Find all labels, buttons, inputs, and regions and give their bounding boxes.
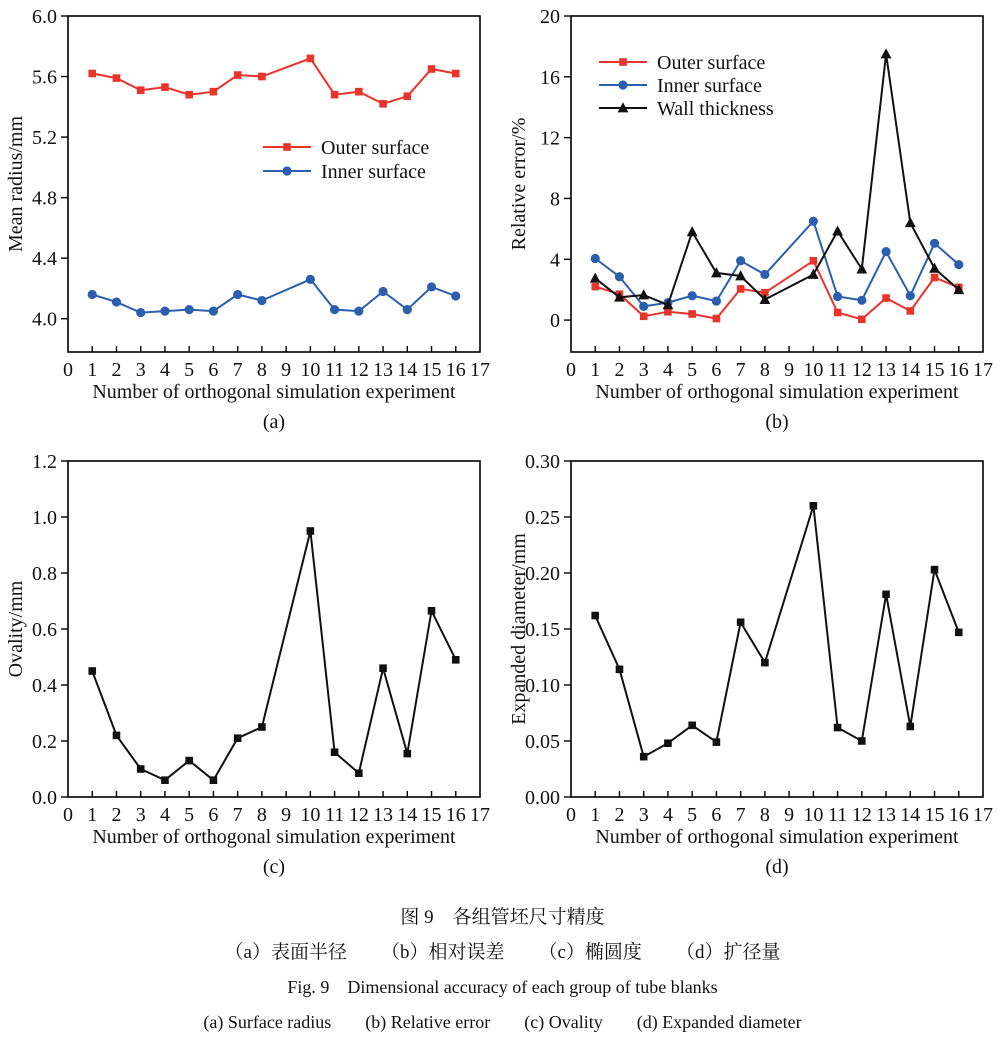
marker-square (210, 88, 218, 96)
marker-circle (591, 254, 600, 263)
x-tick-label: 4 (159, 359, 170, 381)
x-tick-label: 13 (373, 804, 394, 826)
marker-square (258, 73, 266, 81)
x-tick-label: 8 (759, 359, 770, 381)
y-tick-label: 4.0 (32, 308, 57, 331)
x-tick-label: 14 (397, 804, 418, 826)
subplot-label: (c) (262, 856, 286, 878)
x-tick-label: 13 (876, 804, 897, 826)
figure-caption (0, 900, 1005, 1040)
x-tick-label: 5 (687, 359, 698, 381)
legend-label: Outer surface (321, 137, 430, 159)
x-tick-label: 4 (159, 804, 170, 826)
marker-circle (233, 290, 242, 299)
marker-square (137, 86, 145, 94)
y-tick-label: 0.0 (32, 787, 57, 809)
marker-circle (615, 272, 624, 281)
marker-square (283, 143, 291, 151)
series-expanded-diameter (591, 502, 962, 760)
marker-square (713, 315, 721, 323)
marker-square (906, 723, 914, 731)
marker-circle (185, 305, 194, 314)
y-tick-label: 0.15 (525, 619, 560, 641)
series-wall-thickness (590, 48, 964, 309)
marker-square (834, 309, 842, 317)
marker-square (379, 100, 387, 108)
marker-circle (136, 308, 145, 317)
legend (599, 52, 774, 120)
x-tick-label: 15 (421, 804, 442, 826)
x-tick-label: 17 (973, 359, 993, 381)
marker-circle (881, 247, 890, 256)
marker-square (234, 71, 242, 79)
series-line (595, 506, 959, 757)
marker-square (931, 566, 939, 574)
marker-square (619, 58, 627, 66)
marker-square (88, 667, 96, 675)
marker-square (664, 739, 672, 747)
x-tick-label: 16 (948, 804, 969, 826)
y-tick-label: 8 (550, 188, 560, 211)
x-tick-label: 3 (638, 359, 649, 381)
y-tick-label: 12 (540, 127, 560, 150)
subplot-label: (d) (765, 856, 789, 878)
chart-b-relative-error (503, 0, 1005, 442)
marker-circle (639, 302, 648, 311)
x-tick-label: 10 (803, 359, 824, 381)
x-tick-label: 5 (687, 804, 698, 826)
x-tick-label: 17 (973, 804, 993, 826)
plot-frame (68, 16, 480, 352)
legend-item-outer-surface (599, 52, 765, 74)
x-tick-label: 3 (135, 359, 146, 381)
series-line (595, 54, 959, 305)
legend-label: Wall thickness (657, 98, 774, 120)
x-tick-label: 10 (300, 804, 321, 826)
marker-circle (88, 290, 97, 299)
marker-triangle (832, 225, 843, 235)
marker-circle (209, 307, 218, 316)
marker-square (858, 316, 866, 324)
marker-square (640, 753, 648, 761)
marker-circle (330, 305, 339, 314)
marker-square (355, 769, 363, 777)
x-tick-label: 11 (324, 359, 345, 381)
caption-zh-item-c: （c）椭圆度 (538, 942, 642, 963)
caption-zh-item-b: （b）相对误差 (380, 942, 505, 963)
x-tick-label: 12 (348, 804, 369, 826)
x-tick-label: 0 (566, 359, 576, 381)
marker-triangle (905, 217, 916, 227)
caption-zh-subitems (0, 935, 1005, 970)
series-ovality (88, 527, 459, 784)
marker-square (113, 732, 121, 740)
series-line (92, 58, 456, 103)
x-tick-label: 6 (711, 359, 722, 381)
marker-circle (857, 296, 866, 305)
marker-triangle (929, 263, 940, 273)
x-tick-label: 8 (759, 804, 770, 826)
y-axis (32, 6, 68, 331)
marker-square (428, 607, 436, 615)
marker-square (616, 666, 624, 674)
marker-circle (833, 292, 842, 301)
marker-circle (354, 307, 363, 316)
x-tick-label: 14 (900, 359, 921, 381)
marker-square (591, 283, 599, 291)
marker-square (88, 70, 96, 78)
x-tick-label: 10 (300, 359, 321, 381)
caption-en-item-b: (b) Relative error (365, 1012, 491, 1032)
marker-triangle (590, 272, 601, 282)
x-tick-label: 3 (638, 804, 649, 826)
x-tick-label: 10 (803, 804, 824, 826)
marker-triangle (711, 267, 722, 277)
y-tick-label: 0.30 (525, 451, 560, 473)
x-tick-label: 12 (851, 804, 872, 826)
x-tick-label: 17 (470, 359, 490, 381)
y-tick-label: 1.2 (32, 451, 57, 473)
marker-square (403, 92, 411, 100)
x-tick-label: 16 (445, 804, 466, 826)
marker-circle (427, 282, 436, 291)
marker-square (882, 590, 890, 598)
marker-square (591, 612, 599, 620)
marker-circle (712, 296, 721, 305)
x-tick-label: 7 (735, 804, 746, 826)
y-tick-label: 6.0 (32, 6, 57, 28)
y-tick-label: 5.2 (32, 127, 57, 150)
x-tick-label: 2 (111, 359, 122, 381)
marker-square (331, 91, 339, 99)
y-axis-label: Expanded diameter/mm (508, 533, 530, 725)
x-tick-label: 11 (324, 804, 345, 826)
marker-square (688, 722, 696, 730)
caption-en-subitems (0, 1005, 1005, 1040)
marker-triangle (881, 48, 892, 58)
marker-circle (760, 270, 769, 279)
y-tick-label: 0.20 (525, 563, 560, 585)
caption-zh-title: 图 9 各组管坯尺寸精度 (400, 907, 605, 928)
x-tick-label: 1 (590, 804, 601, 826)
series-line (595, 261, 959, 320)
x-tick-label: 0 (566, 804, 576, 826)
y-tick-label: 0.05 (525, 731, 560, 753)
caption-zh-item-a: （a）表面半径 (224, 942, 347, 963)
marker-square (834, 724, 842, 732)
y-tick-label: 0 (550, 310, 560, 333)
x-axis-label: Number of orthogonal simulation experiment (595, 381, 959, 403)
y-tick-label: 5.6 (32, 66, 57, 89)
x-tick-label: 2 (614, 804, 625, 826)
x-tick-label: 15 (924, 359, 945, 381)
x-tick-label: 8 (256, 359, 267, 381)
marker-circle (809, 217, 818, 226)
marker-square (428, 65, 436, 73)
y-axis (32, 451, 68, 809)
marker-circle (930, 239, 939, 248)
marker-square (452, 656, 460, 664)
marker-square (331, 748, 339, 756)
marker-square (688, 310, 696, 318)
marker-square (210, 776, 218, 784)
marker-square (810, 502, 818, 510)
marker-circle (306, 275, 315, 284)
x-tick-label: 14 (900, 804, 921, 826)
plot-frame (571, 461, 983, 797)
y-tick-label: 4 (550, 249, 560, 272)
x-tick-label: 9 (281, 359, 292, 381)
x-tick-label: 1 (87, 359, 98, 381)
marker-square (137, 765, 145, 773)
marker-square (737, 618, 745, 626)
series-inner-surface (88, 275, 461, 317)
x-tick-label: 11 (827, 359, 848, 381)
legend (263, 137, 429, 183)
caption-en-item-d: (d) Expanded diameter (636, 1012, 802, 1032)
chart-c-ovality (0, 445, 502, 887)
x-tick-label: 15 (924, 804, 945, 826)
marker-square (307, 527, 315, 535)
x-tick-label: 16 (948, 359, 969, 381)
marker-circle (112, 297, 121, 306)
x-tick-label: 2 (614, 359, 625, 381)
x-tick-label: 9 (281, 804, 292, 826)
marker-circle (257, 296, 266, 305)
y-axis-label: Relative error/% (508, 117, 530, 251)
marker-square (234, 734, 242, 742)
marker-square (258, 723, 266, 731)
x-tick-label: 7 (735, 359, 746, 381)
marker-square (161, 776, 169, 784)
x-tick-label: 9 (784, 804, 795, 826)
y-tick-label: 1.0 (32, 507, 57, 529)
legend-label: Inner surface (321, 161, 426, 183)
marker-circle (378, 287, 387, 296)
marker-square (355, 88, 363, 96)
plot-frame (68, 461, 480, 797)
x-tick-label: 0 (63, 804, 73, 826)
x-tick-label: 13 (373, 359, 394, 381)
x-tick-label: 7 (232, 804, 243, 826)
marker-circle (618, 80, 627, 89)
x-tick-label: 0 (63, 359, 73, 381)
caption-en-item-c: (c) Ovality (524, 1012, 603, 1032)
marker-circle (403, 305, 412, 314)
series-line (92, 531, 456, 780)
marker-square (906, 307, 914, 315)
x-axis-label: Number of orthogonal simulation experiment (595, 826, 959, 848)
x-tick-label: 17 (470, 804, 490, 826)
x-tick-label: 16 (445, 359, 466, 381)
y-tick-label: 16 (540, 66, 560, 89)
y-tick-label: 0.00 (525, 787, 560, 809)
x-tick-label: 4 (662, 359, 673, 381)
legend-item-inner-surface (599, 75, 762, 97)
x-tick-label: 6 (208, 804, 219, 826)
marker-circle (906, 291, 915, 300)
x-tick-label: 13 (876, 359, 897, 381)
marker-square (185, 757, 193, 765)
x-tick-label: 12 (348, 359, 369, 381)
caption-zh-item-d: （d）扩径量 (675, 942, 781, 963)
x-tick-label: 15 (421, 359, 442, 381)
legend-label: Inner surface (657, 75, 762, 97)
y-tick-label: 4.4 (32, 248, 57, 271)
marker-square (161, 83, 169, 91)
y-axis-label: Ovality/mm (5, 580, 27, 678)
marker-circle (688, 291, 697, 300)
marker-square (452, 70, 460, 78)
x-axis-label: Number of orthogonal simulation experiment (92, 826, 456, 848)
marker-square (185, 91, 193, 99)
x-tick-label: 14 (397, 359, 418, 381)
y-tick-label: 0.4 (32, 675, 57, 697)
marker-square (737, 285, 745, 293)
x-tick-label: 7 (232, 359, 243, 381)
y-tick-label: 0.6 (32, 619, 57, 641)
x-tick-label: 6 (208, 359, 219, 381)
chart-a-mean-radius (0, 0, 502, 442)
marker-circle (451, 291, 460, 300)
x-tick-label: 4 (662, 804, 673, 826)
marker-triangle (638, 289, 649, 299)
marker-square (761, 659, 769, 667)
x-tick-label: 5 (184, 359, 195, 381)
legend-item-inner-surface (263, 161, 426, 183)
marker-square (882, 294, 890, 302)
x-tick-label: 8 (256, 804, 267, 826)
marker-circle (954, 260, 963, 269)
x-tick-label: 11 (827, 804, 848, 826)
x-tick-label: 9 (784, 359, 795, 381)
x-tick-label: 6 (711, 804, 722, 826)
x-tick-label: 12 (851, 359, 872, 381)
x-tick-label: 5 (184, 804, 195, 826)
legend-item-wall-thickness (599, 98, 774, 120)
marker-square (858, 737, 866, 745)
y-tick-label: 20 (540, 6, 560, 28)
marker-square (113, 74, 121, 82)
x-tick-label: 1 (87, 804, 98, 826)
marker-square (931, 274, 939, 282)
legend-item-outer-surface (263, 137, 429, 159)
legend-label: Outer surface (657, 52, 766, 74)
marker-square (955, 629, 963, 637)
y-axis-label: Mean radius/mm (5, 115, 27, 253)
y-tick-label: 0.25 (525, 507, 560, 529)
marker-square (640, 312, 648, 320)
x-tick-label: 3 (135, 804, 146, 826)
series-outer-surface (88, 55, 459, 108)
y-axis (525, 451, 571, 809)
subplot-label: (a) (262, 411, 286, 433)
marker-square (810, 257, 818, 265)
series-line (92, 279, 456, 312)
y-axis (540, 6, 571, 332)
y-tick-label: 0.2 (32, 731, 57, 753)
chart-d-expanded-diameter (503, 445, 1005, 887)
marker-square (307, 55, 315, 63)
marker-square (403, 750, 411, 758)
x-axis-label: Number of orthogonal simulation experiment (92, 381, 456, 403)
marker-circle (282, 166, 291, 175)
x-tick-label: 2 (111, 804, 122, 826)
marker-circle (160, 307, 169, 316)
marker-square (379, 664, 387, 672)
caption-en-title: Fig. 9 Dimensional accuracy of each group of tube blanks (287, 977, 718, 997)
marker-square (713, 738, 721, 746)
y-tick-label: 0.10 (525, 675, 560, 697)
y-tick-label: 0.8 (32, 563, 57, 585)
marker-circle (736, 256, 745, 265)
subplot-label: (b) (765, 411, 789, 433)
x-tick-label: 1 (590, 359, 601, 381)
marker-triangle (687, 226, 698, 236)
y-tick-label: 4.8 (32, 187, 57, 210)
plot-frame (571, 16, 983, 352)
caption-en-item-a: (a) Surface radius (203, 1012, 332, 1032)
